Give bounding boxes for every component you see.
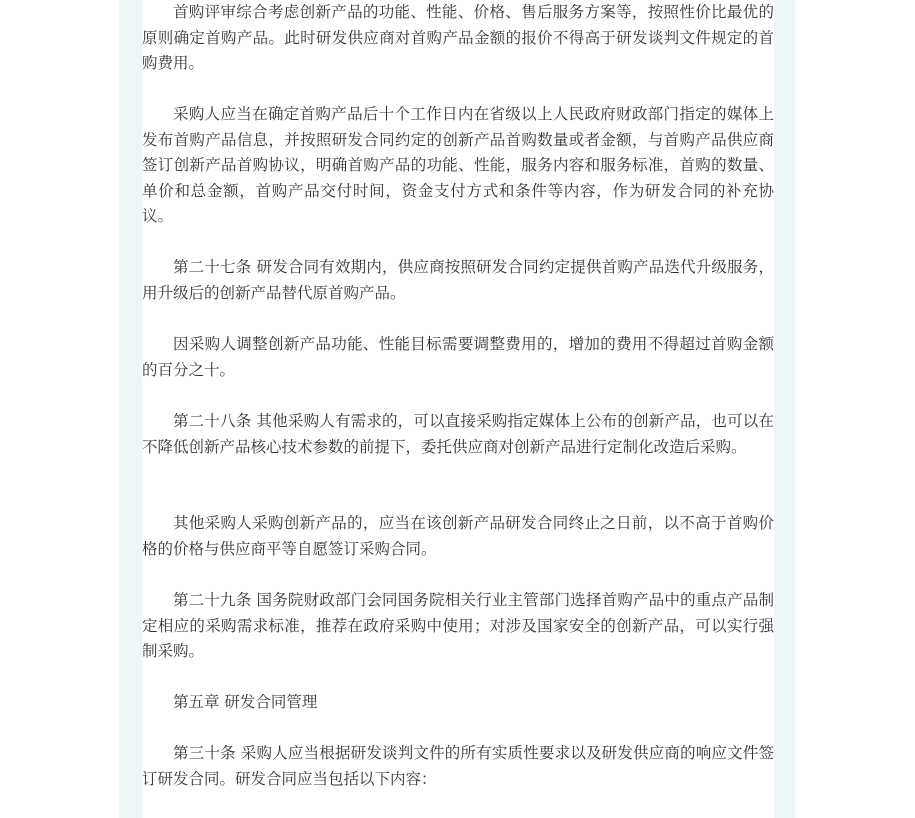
article-paragraph: 其他采购人采购创新产品的，应当在该创新产品研发合同终止之日前，以不高于首购价格的价格与供应商平等自愿签订采购合同。 [142,514,774,558]
article-paragraph: 第二十七条 研发合同有效期内，供应商按照研发合同约定提供首购产品迭代升级服务，用升级后的创新产品替代原首购产品。 [142,258,774,302]
article-body [142,0,774,818]
article-paragraph: 因采购人调整创新产品功能、性能目标需要调整费用的，增加的费用不得超过首购金额的百分之十。 [142,335,774,379]
article-paragraph: 第二十八条 其他采购人有需求的，可以直接采购指定媒体上公布的创新产品，也可以在不降低创新产品核心技术参数的前提下，委托供应商对创新产品进行定制化改造后采购。 [142,412,774,456]
article-paragraph: 首购评审综合考虑创新产品的功能、性能、价格、售后服务方案等，按照性价比最优的原则确定首购产品。此时研发供应商对首购产品金额的报价不得高于研发谈判文件规定的首购费用。 [142,3,774,73]
article-paragraph: 采购人应当在确定首购产品后十个工作日内在省级以上人民政府财政部门指定的媒体上发布首购产品信息，并按照研发合同约定的创新产品首购数量或者金额，与首购产品供应商签订创新产品首购协议，明确首购产品的功能、性能，服务内容和服务标准，首购的数量、单价和总金额，首购产品交付时间，资金支付方式和条件等内容，作为研发合同的补充协议。 [142,105,774,226]
article-paragraph: 第二十九条 国务院财政部门会同国务院相关行业主管部门选择首购产品中的重点产品制定相应的采购需求标准，推荐在政府采购中使用；对涉及国家安全的创新产品，可以实行强制采购。 [142,591,774,661]
article-paragraph: 第三十条 采购人应当根据研发谈判文件的所有实质性要求以及研发供应商的响应文件签订研发合同。研发合同应当包括以下内容： [142,744,774,788]
chapter-heading: 第五章 研发合同管理 [173,693,318,711]
